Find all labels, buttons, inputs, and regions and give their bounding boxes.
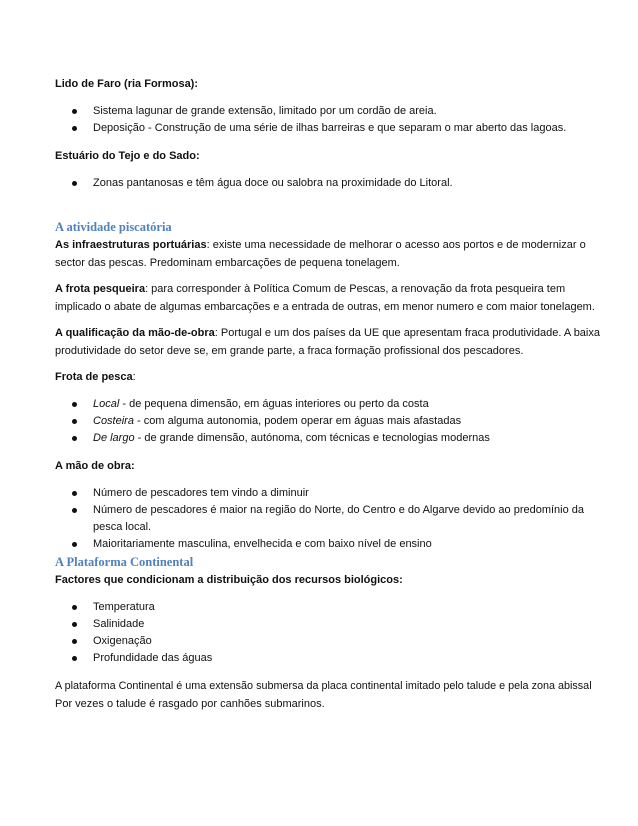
list-item: De largo - de grande dimensão, autónoma, com técnicas e tecnologias modernas: [55, 430, 600, 447]
plataforma-paragraph: A plataforma Continental é uma extensão submersa da placa continental imitado pelo talude e pela zona abissal: [55, 680, 592, 692]
estuario-title: Estuário do Tejo e do Sado:: [55, 150, 200, 162]
list-item: Número de pescadores tem vindo a diminuir: [55, 485, 600, 502]
lido-title: Lido de Faro (ria Formosa):: [55, 78, 199, 90]
list-item: Profundidade das águas: [55, 650, 600, 667]
paragraph-qualificacao-cont: produtividade do setor deve se, em grande parte, a fraca formação profissional dos pescadores.: [55, 345, 524, 357]
atividade-heading: A atividade piscatória: [55, 220, 172, 234]
frota-title: Frota de pesca:: [55, 371, 136, 383]
document-content: [55, 75, 600, 713]
plataforma-subtitle: Factores que condicionam a distribuição dos recursos biológicos:: [55, 574, 403, 586]
bullet-icon: [72, 605, 77, 610]
paragraph-frota-cont: implicado o abate de algumas embarcações e a entrada de outras, em menor numero e com maior tonelagem.: [55, 301, 595, 313]
paragraph-infraestruturas-cont: sector das pescas. Predominam embarcações de pequena tonelagem.: [55, 257, 400, 269]
list-item: Temperatura: [55, 599, 600, 616]
list-item: Local - de pequena dimensão, em águas interiores ou perto da costa: [55, 396, 600, 413]
bullet-icon: [72, 181, 77, 186]
bullet-icon: [72, 542, 77, 547]
bullet-icon: [72, 656, 77, 661]
list-item: Número de pescadores é maior na região do Norte, do Centro e do Algarve devido ao predomínio da pesca local.: [55, 502, 600, 536]
mao-list: [55, 485, 600, 553]
paragraph-infraestruturas: As infraestruturas portuárias: existe uma necessidade de melhorar o acesso aos portos e de modernizar o: [55, 239, 586, 251]
paragraph-frota: A frota pesqueira: para corresponder à Política Comum de Pescas, a renovação da frota pesqueira tem: [55, 283, 566, 295]
list-item: Deposição - Construção de uma série de ilhas barreiras e que separam o mar aberto das lagoas.: [55, 120, 600, 137]
frota-list: [55, 396, 600, 447]
bullet-icon: [72, 491, 77, 496]
lido-list: [55, 103, 600, 137]
paragraph-qualificacao: A qualificação da mão-de-obra: Portugal e um dos países da UE que apresentam fraca produtividade. A baixa: [55, 327, 600, 339]
plataforma-paragraph-cont: Por vezes o talude é rasgado por canhões submarinos.: [55, 698, 325, 710]
bullet-icon: [72, 126, 77, 131]
mao-title: A mão de obra:: [55, 460, 135, 472]
list-item: Zonas pantanosas e têm água doce ou salobra na proximidade do Litoral.: [55, 175, 600, 192]
list-item: Oxigenação: [55, 633, 600, 650]
list-item: Costeira - com alguma autonomia, podem operar em águas mais afastadas: [55, 413, 600, 430]
bullet-icon: [72, 419, 77, 424]
bullet-icon: [72, 639, 77, 644]
bullet-icon: [72, 402, 77, 407]
list-item: Sistema lagunar de grande extensão, limitado por um cordão de areia.: [55, 103, 600, 120]
bullet-icon: [72, 436, 77, 441]
bullet-icon: [72, 622, 77, 627]
estuario-list: [55, 175, 600, 192]
bullet-icon: [72, 508, 77, 513]
plataforma-heading: A Plataforma Continental: [55, 555, 194, 569]
bullet-icon: [72, 109, 77, 114]
list-item: Salinidade: [55, 616, 600, 633]
list-item: Maioritariamente masculina, envelhecida e com baixo nível de ensino: [55, 536, 600, 553]
plataforma-list: [55, 599, 600, 667]
